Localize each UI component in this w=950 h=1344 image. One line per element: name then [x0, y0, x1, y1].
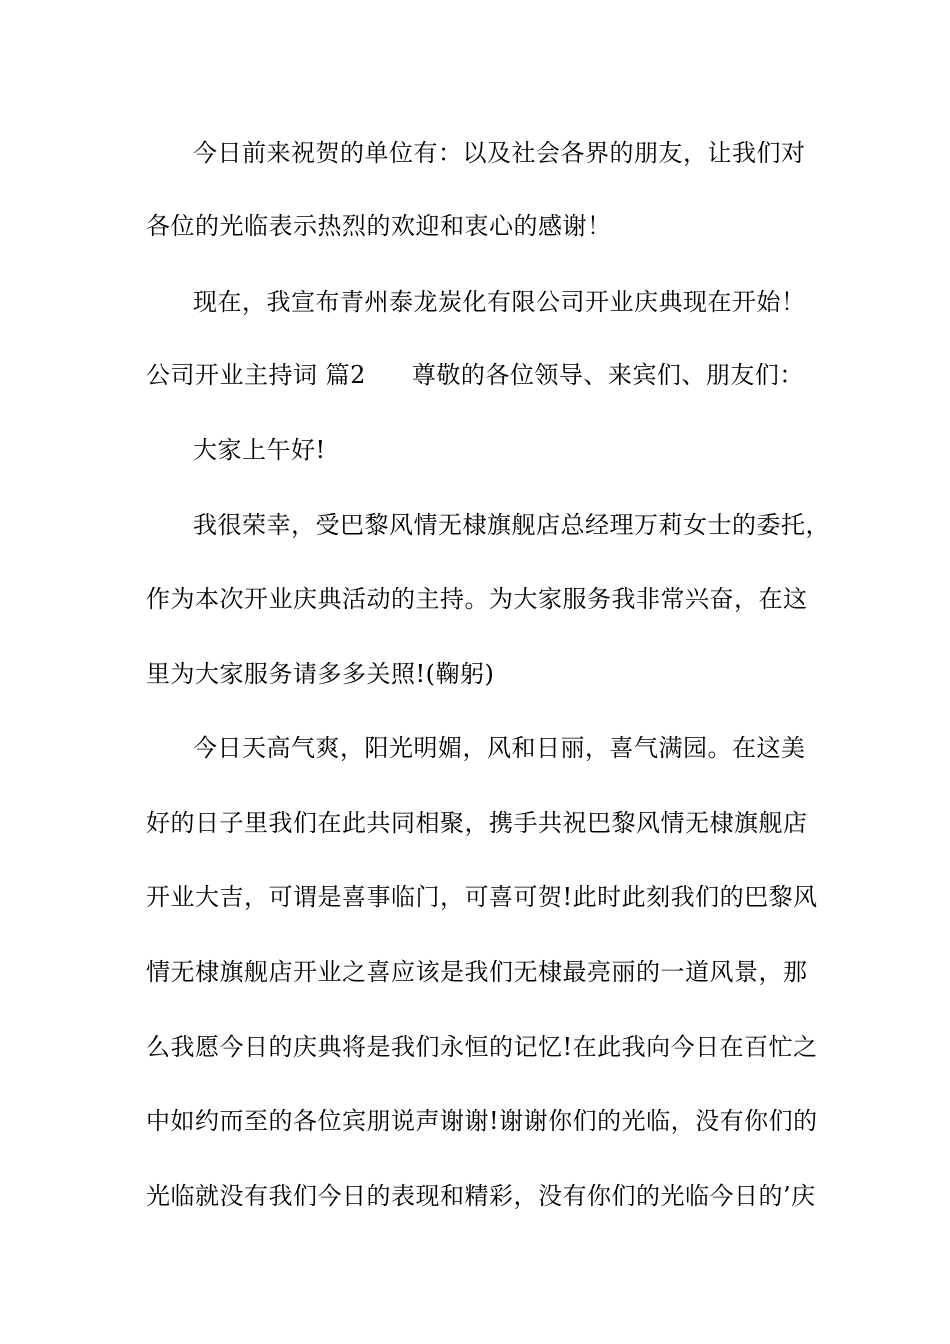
paragraph-line: 我很荣幸，受巴黎风情无棣旗舰店总经理万莉女士的委托，	[193, 511, 830, 539]
paragraph-line: 中如约而至的各位宾朋说声谢谢!谢谢你们的光临，没有你们的	[146, 1107, 818, 1135]
section-heading-line	[146, 360, 804, 390]
paragraph-line: 么我愿今日的庆典将是我们永恒的记忆!在此我向今日在百忙之	[146, 1033, 818, 1061]
paragraph-line: 好的日子里我们在此共同相聚，携手共祝巴黎风情无棣旗舰店	[146, 809, 808, 837]
paragraph-line: 现在，我宣布青州泰龙炭化有限公司开业庆典现在开始！	[193, 288, 806, 316]
paragraph-line: 情无棣旗舰店开业之喜应该是我们无棣最亮丽的一道风景，那	[146, 958, 808, 986]
paragraph-line: 今日前来祝贺的单位有：以及社会各界的朋友，让我们对	[193, 139, 806, 167]
salutation: 尊敬的各位领导、来宾们、朋友们：	[411, 361, 804, 389]
paragraph-line: 开业大吉，可谓是喜事临门，可喜可贺!此时此刻我们的巴黎风	[146, 883, 818, 911]
paragraph-line: 作为本次开业庆典活动的主持。为大家服务我非常兴奋，在这	[146, 585, 808, 613]
paragraph-line: 今日天高气爽，阳光明媚，风和日丽，喜气满园。在这美	[193, 734, 806, 762]
section-heading: 公司开业主持词 篇2	[146, 361, 366, 389]
paragraph-line: 光临就没有我们今日的表现和精彩，没有你们的光临今日的’庆	[146, 1182, 816, 1210]
paragraph-line: 大家上午好!	[193, 436, 326, 464]
paragraph-line: 里为大家服务请多多关照!(鞠躬)	[146, 660, 495, 688]
paragraph-line: 各位的光临表示热烈的欢迎和衷心的感谢！	[146, 212, 612, 240]
